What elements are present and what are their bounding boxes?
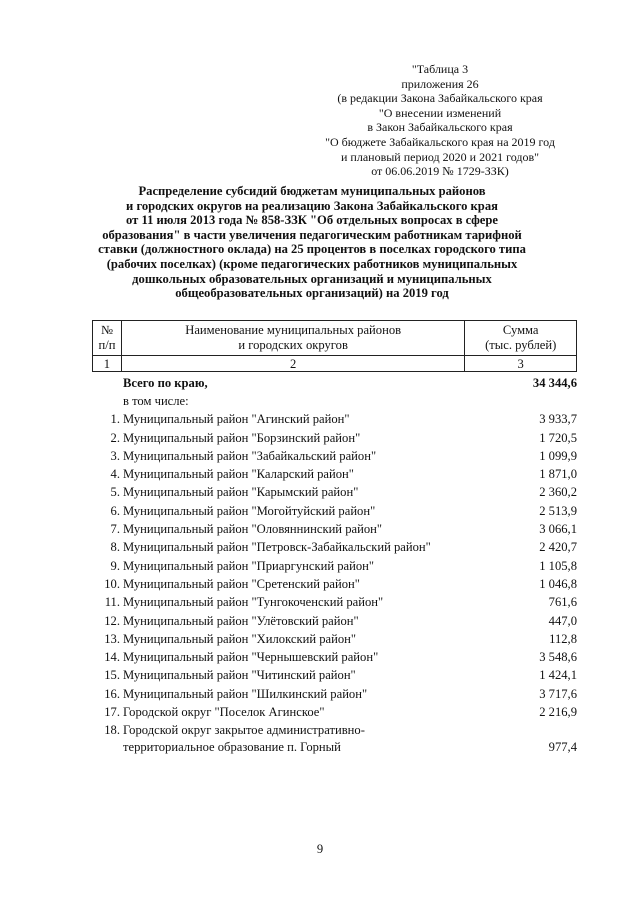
title-line: Распределение субсидий бюджетам муниципальных районов bbox=[138, 184, 486, 198]
title-line: от 11 июля 2013 года № 858-ЗЗК "Об отдельных вопросах в сфере bbox=[126, 213, 498, 228]
header-name-line1: Наименование муниципальных районов bbox=[185, 323, 402, 337]
row-name: Муниципальный район "Сретенский район" bbox=[123, 576, 360, 591]
header-num-line1: № bbox=[100, 323, 113, 337]
row-name: Муниципальный район "Карымский район" bbox=[123, 485, 359, 500]
row-number: 10. bbox=[104, 576, 120, 591]
row-name: Муниципальный район "Шилкинский район" bbox=[123, 686, 368, 701]
row-name: Муниципальный район "Хилокский район" bbox=[123, 631, 357, 646]
title-line: общеобразовательных организаций) на 2019 год bbox=[175, 286, 449, 301]
row-name: Муниципальный район "Приаргунский район" bbox=[123, 558, 375, 573]
row-number: 3. bbox=[110, 448, 120, 463]
title-line: образования" в части увеличения педагогическим работникам тарифной bbox=[102, 227, 522, 242]
table-body bbox=[92, 374, 577, 757]
title-line: дошкольных образовательных организаций и муниципальных bbox=[132, 271, 492, 286]
appendix-note-line: от 06.06.2019 № 1729-ЗЗК) bbox=[371, 164, 509, 179]
row-name: Муниципальный район "Оловяннинский район" bbox=[123, 522, 382, 537]
row-amount: 3 933,7 bbox=[539, 412, 577, 427]
column-number: 1 bbox=[93, 356, 122, 372]
row-name: Муниципальный район "Читинский район" bbox=[123, 668, 356, 683]
appendix-note bbox=[300, 62, 580, 179]
row-amount: 2 360,2 bbox=[539, 485, 577, 500]
row-amount: 1 046,8 bbox=[539, 576, 577, 591]
row-number: 11. bbox=[104, 595, 120, 610]
row-amount: 3 066,1 bbox=[539, 522, 577, 537]
header-num-line2: п/п bbox=[98, 338, 116, 352]
row-amount: 2 216,9 bbox=[539, 705, 577, 720]
row-amount: 3 548,6 bbox=[539, 650, 577, 665]
table-row bbox=[92, 685, 577, 703]
total-row bbox=[92, 374, 577, 392]
total-label: Всего по краю, bbox=[123, 376, 208, 390]
table-row bbox=[92, 575, 577, 593]
page-number: 9 bbox=[316, 842, 324, 856]
total-value: 34 344,6 bbox=[532, 376, 577, 390]
appendix-note-line: "Таблица 3 bbox=[411, 62, 469, 76]
row-amount: 112,8 bbox=[549, 631, 577, 646]
column-number: 3 bbox=[465, 356, 577, 372]
title-line: (рабочих поселках) (кроме педагогических работников муниципальных bbox=[106, 256, 518, 271]
row-amount: 1 424,1 bbox=[539, 668, 577, 683]
row-number: 7. bbox=[110, 522, 120, 537]
table-row bbox=[92, 612, 577, 630]
row-name: Муниципальный район "Могойтуйский район" bbox=[123, 503, 376, 518]
title-line: ставки (должностного оклада) на 25 процентов в поселках городского типа bbox=[98, 242, 526, 257]
row-name: Муниципальный район "Тунгокоченский район" bbox=[123, 595, 384, 610]
row-number: 4. bbox=[110, 467, 120, 482]
header-num-cell bbox=[93, 321, 122, 356]
column-number: 2 bbox=[121, 356, 465, 372]
table-header bbox=[92, 320, 577, 372]
row-amount: 2 420,7 bbox=[539, 540, 577, 555]
row-number: 8. bbox=[110, 540, 120, 555]
title-line: и городских округов на реализацию Закона Забайкальского края bbox=[126, 198, 498, 213]
table-row bbox=[92, 557, 577, 575]
table-row bbox=[92, 593, 577, 611]
row-number: 9. bbox=[110, 558, 120, 573]
row-number: 2. bbox=[110, 430, 120, 445]
row-amount: 1 105,8 bbox=[539, 558, 577, 573]
header-name-line2: и городских округов bbox=[238, 338, 348, 352]
row-name-line1: Городской округ закрытое административно- bbox=[123, 723, 365, 738]
header-sum-cell bbox=[465, 321, 577, 356]
appendix-note-line: "О бюджете Забайкальского края на 2019 год bbox=[325, 134, 555, 149]
row-name: Муниципальный район "Агинский район" bbox=[123, 412, 350, 427]
table-row bbox=[92, 410, 577, 428]
subtotal-label: в том числе: bbox=[123, 394, 189, 408]
table-row bbox=[92, 502, 577, 520]
table-row bbox=[92, 520, 577, 538]
table-row bbox=[92, 483, 577, 501]
row-number: 15. bbox=[104, 668, 120, 683]
row-name bbox=[123, 722, 365, 756]
table-row bbox=[92, 648, 577, 666]
row-name-line2: территориальное образование п. Горный bbox=[123, 740, 341, 755]
row-number: 1. bbox=[110, 412, 120, 427]
row-amount: 1 720,5 bbox=[539, 430, 577, 445]
table-row bbox=[92, 465, 577, 483]
table-row bbox=[92, 538, 577, 556]
row-number: 13. bbox=[104, 631, 120, 646]
table-row bbox=[92, 666, 577, 684]
row-number: 12. bbox=[104, 613, 120, 628]
row-number: 17. bbox=[104, 705, 120, 720]
row-name: Муниципальный район "Борзинский район" bbox=[123, 430, 361, 445]
row-number: 14. bbox=[104, 650, 120, 665]
table-row bbox=[92, 630, 577, 648]
document-title bbox=[92, 184, 532, 301]
appendix-note-line: "О внесении изменений bbox=[378, 105, 502, 120]
header-sum-line2: (тыс. рублей) bbox=[485, 338, 557, 352]
row-amount: 1 871,0 bbox=[539, 467, 577, 482]
table-row bbox=[92, 703, 577, 721]
subtotal-row bbox=[92, 392, 577, 410]
table-row bbox=[92, 721, 577, 757]
row-number: 18. bbox=[104, 723, 120, 738]
row-number: 6. bbox=[110, 503, 120, 518]
header-sum-line1: Сумма bbox=[502, 323, 539, 337]
table-row bbox=[92, 447, 577, 465]
appendix-note-line: и плановый период 2020 и 2021 годов" bbox=[340, 149, 540, 164]
row-amount: 977,4 bbox=[548, 740, 577, 755]
appendix-note-line: (в редакции Закона Забайкальского края bbox=[337, 91, 543, 106]
row-name: Муниципальный район "Улётовский район" bbox=[123, 613, 359, 628]
row-name: Муниципальный район "Петровск-Забайкальский район" bbox=[123, 540, 431, 555]
column-number-row bbox=[93, 356, 577, 372]
row-name: Городской округ "Поселок Агинское" bbox=[123, 705, 325, 720]
header-name-cell bbox=[121, 321, 465, 356]
table-row bbox=[92, 429, 577, 447]
row-number: 5. bbox=[110, 485, 120, 500]
row-number: 16. bbox=[104, 686, 120, 701]
appendix-note-line: в Закон Забайкальского края bbox=[367, 120, 513, 135]
row-amount: 1 099,9 bbox=[539, 448, 577, 463]
row-name: Муниципальный район "Чернышевский район" bbox=[123, 650, 379, 665]
row-amount: 2 513,9 bbox=[539, 503, 577, 518]
row-amount: 447,0 bbox=[548, 613, 577, 628]
appendix-note-line: приложения 26 bbox=[401, 76, 479, 91]
row-amount: 3 717,6 bbox=[539, 686, 577, 701]
row-name: Муниципальный район "Забайкальский район" bbox=[123, 448, 377, 463]
row-amount: 761,6 bbox=[548, 595, 577, 610]
row-name: Муниципальный район "Каларский район" bbox=[123, 467, 354, 482]
table-header-row bbox=[93, 321, 577, 356]
